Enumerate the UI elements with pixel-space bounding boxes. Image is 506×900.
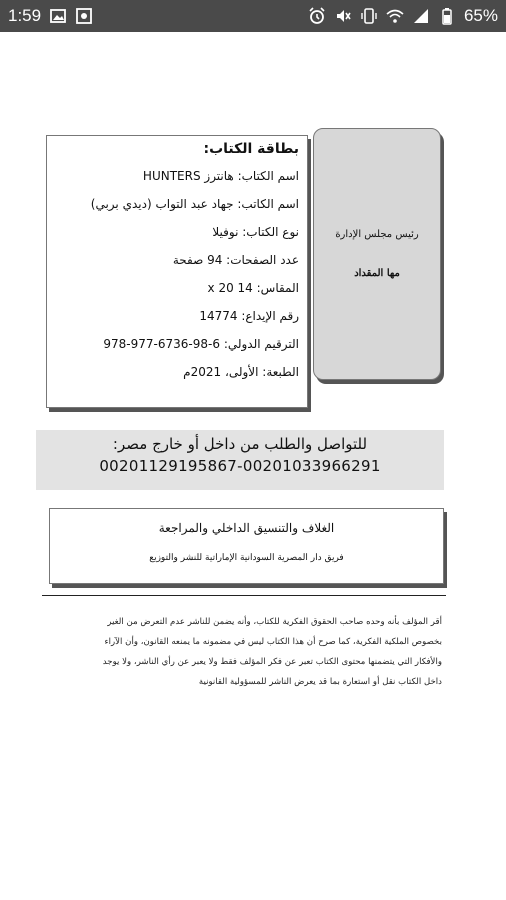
disclaimer-line: داخل الكتاب نقل أو استعارة بما قد يعرض الناشر للمسؤولية القانونية — [198, 677, 442, 687]
admin-name: مها المقداد — [354, 268, 400, 279]
image-icon — [49, 7, 67, 25]
book-title-row: اسم الكتاب: هانترز HUNTERS — [142, 169, 299, 183]
battery-icon — [438, 7, 456, 25]
vibrate-icon — [360, 7, 378, 25]
clock: 1:59 — [8, 6, 42, 25]
book-card-heading: بطاقة الكتاب: — [203, 141, 299, 157]
book-info-card — [46, 135, 308, 408]
disclaimer-line: أقر المؤلف بأنه وحده صاحب الحقوق الفكرية للكتاب، وأنه يضمن للناشر عدم التعرض من الغير — [107, 617, 442, 627]
contact-label: للتواصل والطلب من داخل أو خارج مصر: — [112, 435, 368, 453]
wifi-icon — [386, 7, 404, 25]
contact-phones: 00201129195867-00201033966291 — [99, 457, 381, 475]
admin-card — [313, 128, 441, 380]
design-credits-subtitle: فريق دار المصرية السودانية الإماراتية للنشر والتوزيع — [149, 553, 344, 563]
contact-band — [36, 430, 444, 490]
design-credits-box — [49, 508, 444, 584]
status-bar-left — [8, 6, 93, 26]
app-icon — [75, 7, 93, 25]
status-bar — [0, 0, 506, 32]
book-deposit-row: رقم الإيداع: 14774 — [199, 309, 299, 323]
disclaimer-line: بخصوص الملكية الفكرية، كما صرح أن هذا الكتاب ليس في مضمونه ما يمنعه القانون، وأن الآراء — [104, 637, 442, 647]
disclaimer-line: والأفكار التي يتضمنها محتوى الكتاب تعبر عن فكر المؤلف فقط ولا يعبر عن رأي الناشر، ولا يوجد — [102, 657, 442, 667]
book-size-row: المقاس: 14 x 20 — [207, 281, 299, 295]
book-pages-row: عدد الصفحات: 94 صفحة — [172, 253, 299, 267]
book-author-row: اسم الكاتب: جهاد عبد التواب (ديدي بربي) — [90, 197, 299, 211]
book-type-row: نوع الكتاب: نوفيلا — [212, 225, 299, 239]
status-bar-right — [308, 6, 498, 26]
book-isbn-row: الترقيم الدولي: 6-98-6736-977-978 — [103, 337, 299, 351]
mute-icon — [334, 7, 352, 25]
alarm-icon — [308, 7, 326, 25]
admin-title: رئيس مجلس الإدارة — [335, 229, 419, 240]
book-edition-row: الطبعة: الأولى، 2021م — [183, 365, 299, 379]
disclaimer — [38, 612, 442, 692]
design-credits-title: الغلاف والتنسيق الداخلي والمراجعة — [158, 521, 335, 535]
signal-icon — [412, 7, 430, 25]
battery-percent: 65% — [463, 6, 498, 25]
divider — [42, 595, 446, 596]
